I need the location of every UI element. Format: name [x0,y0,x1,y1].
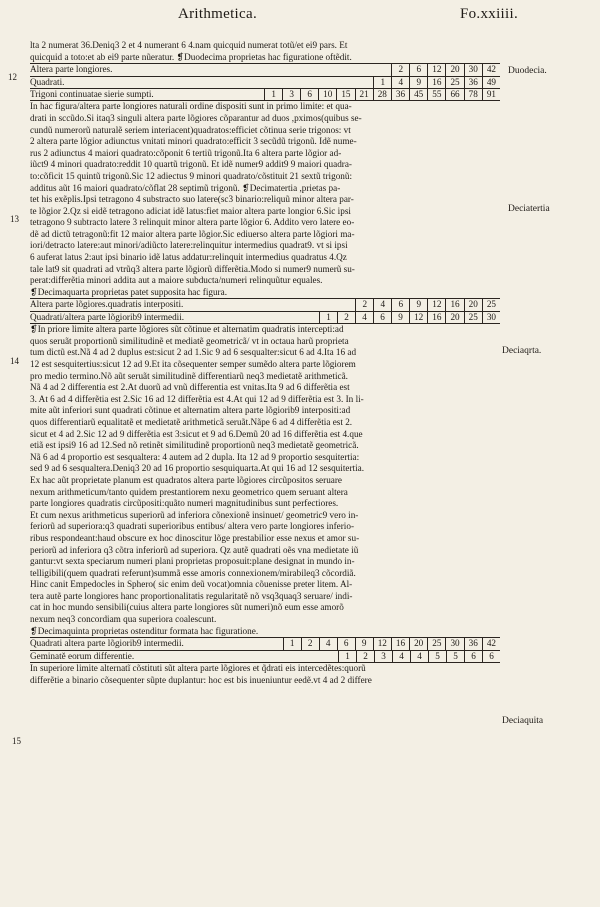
table-cell: 6 [391,299,409,310]
table-cell: 4 [319,638,337,649]
table-cell: 16 [427,312,445,323]
table-cell: 21 [355,89,373,100]
text-line: additus aũt 16 maiori quadrato/cõflat 28 septimũ trigonũ. ❡Decimatertia ,prietas pa- [30,182,341,193]
row-values [116,64,500,75]
text-line: tera autẽ parte longiores hanc proportionalitatis regularitatẽ nõ vsq3quaq3 seruare/ indi- [30,590,353,601]
text-line: parte longiores quadratis circũpositi:quãto numeri magnitudinibus sunt perfectiores. [30,498,339,509]
row-values [188,638,500,649]
text-line: 3. At 6 ad 4 differẽtia est 2.Sic 16 ad 12 differẽtia est 4.At qui 12 ad 9 differẽtia est 3. In li- [30,393,364,404]
text-line: lta 2 numerat 36.Deniq3 2 et 4 numerant 6 4.nam quicquid numerat totũ/et ei9 pars. Et [30,40,348,50]
text-line: ribus respondeant:haud obscure ex hoc dinoscitur lõge prestabilior esse nexus et amor su- [30,532,360,543]
table-cell: 1 [373,77,391,88]
table-cell: 4 [410,651,428,662]
row-label: Quadrati altera parte lõgiorib9 intermedii. [30,638,184,649]
text-line: telligibili(quem quadrati referunt)summã esse amoris connexionem/mirabileq3 cõcordiã. [30,567,356,578]
text-line: ❡Decimaquinta proprietas ostenditur formata hac figuratione. [30,625,259,636]
text-line: periorũ ad inferiora q3 cõtra inferiorũ ad superiora. Qz autẽ quadrati oẽs vna medietate iũ [30,544,359,555]
text-line: 12 est sesquitertius:sicut 12 ad 9.Et ita cõsequenter semper sumẽdo altera parte lõgiorem [30,359,356,370]
table-cell: 3 [374,651,392,662]
table-cell: 66 [445,89,463,100]
table-cell: 9 [391,312,409,323]
table-cell: 25 [464,312,482,323]
table-cell: 5 [446,651,464,662]
margin-note: Deciatertia [508,204,550,214]
running-title: Arithmetica. [178,6,257,22]
table-cell: 16 [391,638,409,649]
text-line: iũct9 4 minori quadrato:reddit 10 quartũ trigonũ. Et idẽ numer9 addit9 9 maiori quadra- [30,159,352,170]
row-label: Altera parte lõgiores.quadratis interpositi. [30,299,184,310]
table-cell: 2 [355,299,373,310]
text-line: te lõgior 2.Qz si eidẽ tetragono adiciat idẽ latus:fiet maior altera parte longior 6.Sic ipsi [30,205,351,216]
text-line: Hinc canit Empedocles in Sphero( sic enim deũ vocat)omnia cõuenisse preter litem. Al- [30,579,353,590]
table-cell: 6 [482,651,500,662]
text-line: cundũ numerorũ naturalẽ seriem interiacent)quadratos:efficiet cõtinua serie trigonos: vt [30,124,351,135]
text-line: quicquid a toto:et ab ei9 parte nũeratur. ❡Duodecima proprietas hac figuratione oftẽdit. [30,51,352,62]
table-row [30,312,500,323]
figure-table [30,637,500,663]
text-line: to:cõficit 15 quintũ trigonũ.Sic 12 adiectus 9 minori quadrato/cõstituit 21 sextũ trigonũ: [30,170,353,181]
text-line: Et cum nexus arithmeticus superiorũ ad inferiora cõnexionẽ insinuet/ geometric9 vero in- [30,509,359,520]
figure-table [30,298,500,324]
text-line: dẽ ad dictũ tetragonũ:fit 12 maior altera parte lõgior.Sic ediuerso altera parte lõgiori ma- [30,228,355,239]
margin-number: 13 [10,214,19,224]
table-cell: 20 [445,312,463,323]
paragraph [30,101,500,287]
text-line: In superiore limite alternatĩ cõstituti sũt altera parte lõgiores et q̃drati eis intercedẽtes:quorũ [30,663,366,674]
row-label: Altera parte longiores. [30,64,113,75]
table-cell: 1 [283,638,301,649]
text-line: quos seruãt proportionũ similitudinẽ et mediatẽ geometricã/ vt in octaua harũ proprieta [30,335,349,346]
text-line: differẽtie a binario cõsequenter sũpte duplantur: hoc est bis inueniuntur eedẽ.vt 4 ad 2 differe [30,674,372,685]
table-cell: 28 [373,89,391,100]
table-cell: 36 [464,638,482,649]
paragraph [30,40,500,63]
table-cell: 5 [428,651,446,662]
margin-note: Deciaqrta. [502,346,542,356]
text-line: tet his exẽplis.Ipsi tetragono 4 substracto suo latere(sc3 binario:reliquũ minor altera par- [30,194,354,205]
margin-number: 14 [10,356,19,366]
table-cell: 30 [464,64,482,75]
row-label: Quadrati. [30,76,65,87]
table-cell: 10 [318,89,336,100]
paragraph [30,324,500,625]
text-line: sed 9 ad 6 sesqualtera.Deniq3 20 ad 16 proportio sesquiquarta.At qui 16 ad 12 sesquitertia. [30,463,364,474]
table-row [30,77,500,89]
table-cell: 2 [391,64,409,75]
text-line: Nã 4 ad 2 differentia est 2.At duorũ ad vnũ differentia est vnitas.Ita 9 ad 6 differẽtia est [30,382,350,393]
text-line: tetragono 9 subtracto latere 3 relinquit minor altera parte lõgior 6. Addito vero latere eo- [30,217,355,228]
running-header [178,6,518,26]
text-line: drati in sccũdo.Si itaq3 singuli altera parte lõgiores cõparantur ad duos ,pximos(quibus se- [30,112,362,123]
table-cell: 6 [337,638,355,649]
row-values [138,651,500,662]
text-line: tale lat9 sit quadrati ad vtrũq3 altera parte lõgiorũ differẽtia.Modo si numer9 numerũ su- [30,263,355,274]
text-line: Nã 6 ad 4 proportio est sesqualtera: 4 autem ad 2 dupla. Ita 12 ad 9 proportio sesquitertia: [30,451,360,462]
paragraph [30,663,500,686]
text-line: 2 altera parte lõgior adiunctus vnitati minori quadrato:efficit 3 secũdũ trigonũ. Idẽ nume- [30,136,357,147]
text-line: gantur:vt sexta speciarum numeri plani proprietas proposuit:plane designat in mundo in- [30,556,355,567]
margin-note: Deciaquita [502,716,544,726]
text-line: ❡In priore limite altera parte lõgiores sũt cõtinue et alternatim quadratis intercepti:ad [30,324,344,335]
text-line: ❡Decimaquarta proprietas patet supposita hac figura. [30,286,227,297]
table-cell: 9 [409,77,427,88]
table-cell: 49 [482,77,500,88]
table-row [30,64,500,76]
table-cell: 45 [409,89,427,100]
table-cell: 4 [392,651,410,662]
margin-number: 12 [8,72,17,82]
row-label: Geminatĕ eorum differentie. [30,650,135,661]
row-label: Trigoni continuatae sierie sumpti. [30,88,154,99]
text-line: tum dictũ est.Nã 4 ad 2 duplus est:sicut 2 ad 1.Sic 9 ad 6 sesqualter:sicut 6 ad 4.Ita 16 ad [30,347,357,358]
row-values [187,299,500,310]
table-cell: 1 [264,89,282,100]
table-cell: 20 [464,299,482,310]
table-row [30,89,500,100]
text-line: 6 auferat latus 2:aut ipsi binario idẽ latus addatur:relinquit intermedius quadratus 4.Qz [30,252,347,263]
text-line: cat in hoc mundo sensibili(cuius altera parte longiores sũt numeri)nõ eum esse amorõ [30,602,344,613]
table-cell: 15 [336,89,354,100]
text-line: pro medio termino.Nõ aũt seruãt similitudinẽ differentiarũ neq3 medietatẽ arithmeticã. [30,370,348,381]
row-label: Quadrati/altera parte lõgiorib9 intermedii. [30,311,185,322]
table-cell: 12 [373,638,391,649]
table-cell: 9 [355,638,373,649]
text-line: mite aũt inferiori sunt quadrati cõtinue et alternatim altera parte lõgiorib9 interpositi:ad [30,405,351,416]
text-line: perat:differẽtia minori addita aut a maiore subducta/numeri relinquũtur equales. [30,275,323,286]
table-cell: 36 [391,89,409,100]
table-cell: 30 [482,312,500,323]
table-cell: 6 [300,89,318,100]
text-line: iori/detracto latere:aut minori/adiũcto latere:relinquitur intermedius quadrat9. vt si ipsi [30,240,348,251]
table-cell: 1 [319,312,337,323]
table-cell: 25 [445,77,463,88]
table-cell: 20 [445,64,463,75]
text-line: etiã est ipsi9 16 ad 12.Sed nõ retinẽt similitudinẽ proportionũ neq3 medietatẽ geometricã. [30,440,359,451]
table-cell: 6 [409,64,427,75]
row-values [188,312,500,323]
table-cell: 4 [391,77,409,88]
table-cell: 3 [282,89,300,100]
table-row [30,299,500,311]
table-cell: 36 [464,77,482,88]
table-cell: 42 [482,638,500,649]
table-cell: 42 [482,64,500,75]
table-cell: 16 [445,299,463,310]
margin-note: Duodecia. [508,66,547,76]
row-values [158,89,500,100]
table-cell: 2 [301,638,319,649]
text-line: feriorũ ad superiora:q3 quadrati superioribus entibus/ altera vero parte longiores inferio- [30,521,355,532]
table-cell: 16 [427,77,445,88]
table-cell: 30 [445,638,463,649]
table-row [30,638,500,650]
figure-table [30,63,500,101]
table-cell: 1 [338,651,356,662]
table-cell: 2 [337,312,355,323]
table-cell: 6 [464,651,482,662]
table-cell: 25 [482,299,500,310]
text-line: rus 2 adiunctus 4 maiori quadrato:cõponit 6 tertiũ trigonũ.Ita 6 altera parte lõgior ad- [30,147,342,158]
table-cell: 2 [356,651,374,662]
table-cell: 91 [482,89,500,100]
table-cell: 9 [409,299,427,310]
text-line: In hac figura/altera parte longiores naturali ordine dispositi sunt in primo limite: et qua- [30,101,352,112]
table-cell: 12 [427,299,445,310]
text-line: quos differentiarũ equalitatẽ et medietatẽ arithmeticã seruãt.Nãpe 6 ad 4 differẽtia est 2. [30,416,353,427]
table-row [30,651,500,662]
table-cell: 4 [355,312,373,323]
main-text [30,40,500,686]
folio-number: Fo.xxiiii. [459,6,518,22]
table-cell: 25 [427,638,445,649]
text-line: nexum neq3 concordiam qua superiora coalescunt. [30,614,217,625]
table-cell: 4 [373,299,391,310]
table-cell: 12 [409,312,427,323]
text-line: Ex hac aũt proprietate planum est quadratos altera parte lõgiores circũpositos seruare [30,474,342,485]
table-cell: 6 [373,312,391,323]
text-line: sicut et 4 ad 2.Sic 12 ad 9 differẽtia est 3:sicut et 9 ad 6.Demũ 20 ad 16 differẽtia est 4.que [30,428,363,439]
table-cell: 12 [427,64,445,75]
table-cell: 78 [464,89,482,100]
row-values [68,77,500,88]
table-cell: 20 [409,638,427,649]
margin-number: 15 [12,736,21,746]
text-line: nexum arithmeticum/tanto quidem prestantiorem nexu geometrico quem seruant altera [30,486,348,497]
table-cell: 55 [427,89,445,100]
